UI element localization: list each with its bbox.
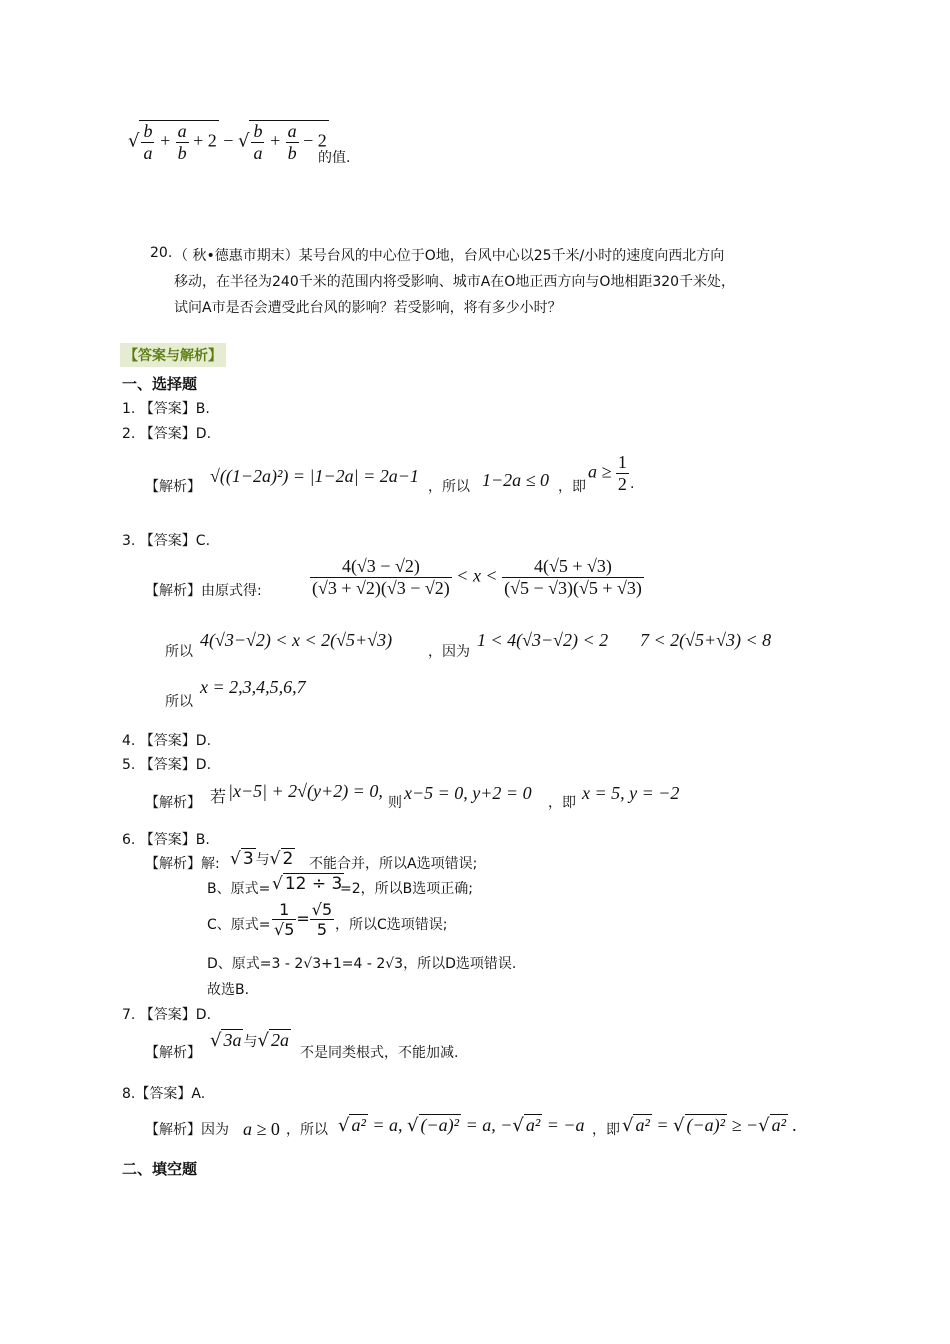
analysis-6-line-4: D、原式=3 - 2√3+1=4 - 2√3，所以D选项错误. — [207, 956, 517, 972]
analysis-6-line-3: ，所以C选项错误; — [335, 917, 448, 933]
analysis-6-line-2-radical: √ 12 ÷ 3 — [272, 874, 343, 894]
question-line-1: （ 秋•德惠市期末）某号台风的中心位于O地，台风中心以25千米/小时的速度向西北方向 — [174, 248, 725, 264]
analysis-5-label: 【解析】 — [145, 795, 201, 811]
analysis-8-label: 【解析】因为 — [145, 1122, 229, 1138]
answer-7: 7. 【答案】D. — [122, 1007, 212, 1023]
question-number: 20. — [150, 245, 173, 261]
top-expression: √ $\frac{b}{a}$ + $\frac{a}{b}$ + 2 − √ $\frac{b}{a}$ + $\frac{a}{b}$ − 2 — [128, 121, 327, 163]
answer-5: 5. 【答案】D. — [122, 757, 212, 773]
section-fill-heading: 二、填空题 — [122, 1160, 198, 1178]
analysis-3-bound-2: 7 < 2(√5+√3) < 8 — [640, 630, 772, 650]
analysis-5-if: 若 — [210, 787, 227, 806]
analysis-8-therefore: ，所以 — [286, 1122, 328, 1138]
analysis-5-namely: ，即 — [548, 795, 576, 811]
analysis-6-line-2: =2，所以B选项正确; — [340, 881, 473, 897]
question-line-2: 移动，在半径为240千米的范围内将受影响、城市A在O地正西方向与O地相距320千米处， — [174, 274, 736, 290]
analysis-3-values: x = 2,3,4,5,6,7 — [200, 677, 306, 697]
analysis-7-label: 【解析】 — [145, 1045, 201, 1061]
analysis-6-line-2-head: B、原式= — [207, 881, 271, 897]
analysis-6-line-3-fraction: $\frac{1}{√5}$ = $\frac{√5}{5}$ — [274, 900, 333, 939]
analysis-3-so-2: 所以 — [165, 694, 193, 710]
analysis-2-therefore: ，所以 — [428, 479, 470, 495]
answer-1: 1. 【答案】B. — [122, 401, 210, 417]
analysis-6-line-5: 故选B. — [207, 982, 250, 998]
analysis-6-label: 【解析】解: — [145, 856, 220, 872]
analysis-2-expression: √((1−2a)²) = |1−2a| = 2a−1 — [210, 466, 419, 486]
analysis-3-fraction-inequality: $\frac{4(√3 - √2)}{(√3 + √2)(√3 - √2)}$ < x < $\frac{4(√5 + √3)}{(√5 - √3)(√5 + √3)}$ — [312, 556, 642, 598]
analysis-8-namely: ，即 — [592, 1122, 620, 1138]
analysis-3-because: ，因为 — [428, 644, 470, 660]
top-expression-suffix: 的值. — [318, 150, 351, 166]
analysis-2-result: a ≥ $\frac{1}{2}$ — [588, 452, 627, 494]
analysis-2-label: 【解析】 — [145, 479, 201, 495]
analysis-8-expression-2: √ a² = √ (−a)² ≥ −√ a² . — [622, 1115, 797, 1136]
analysis-6-line-1: 不能合并，所以A选项错误; — [309, 856, 478, 872]
analysis-2-namely: ，即 — [558, 479, 586, 495]
analysis-8-expression-1: √ a² = a, √ (−a)² = a, −√ a² = −a — [338, 1115, 585, 1136]
analysis-2-end: . — [630, 476, 635, 492]
answer-analysis-badge: 【答案与解析】 — [120, 343, 226, 367]
analysis-6-radicals: √ 3 与√ 2 — [230, 849, 294, 869]
analysis-5-result: x = 5, y = −2 — [582, 783, 680, 803]
analysis-7-text: 不是同类根式，不能加减. — [300, 1045, 459, 1061]
analysis-5-condition: |x−5| + 2√(y+2) = 0, — [228, 781, 383, 801]
analysis-5-equations: x−5 = 0, y+2 = 0 — [404, 783, 532, 803]
analysis-3-bound-1: 1 < 4(√3−√2) < 2 — [477, 630, 609, 650]
section-choice-heading: 一、选择题 — [122, 375, 198, 393]
analysis-7-radicals: √ 3a 与√ 2a — [210, 1030, 289, 1051]
analysis-3-label: 【解析】由原式得: — [145, 583, 262, 599]
analysis-6-line-3-head: C、原式= — [207, 917, 271, 933]
answer-8: 8.【答案】A. — [122, 1086, 206, 1102]
answer-4: 4. 【答案】D. — [122, 733, 212, 749]
question-line-3: 试问A市是否会遭受此台风的影响？若受影响，将有多少小时？ — [174, 300, 562, 316]
analysis-3-so-1: 所以 — [165, 644, 193, 660]
analysis-3-range: 4(√3−√2) < x < 2(√5+√3) — [200, 630, 393, 650]
analysis-5-then: 则 — [388, 795, 402, 811]
answer-2: 2. 【答案】D. — [122, 426, 212, 442]
analysis-2-inequality: 1−2a ≤ 0 — [482, 470, 550, 490]
answer-6: 6. 【答案】B. — [122, 832, 210, 848]
answer-3: 3. 【答案】C. — [122, 533, 211, 549]
analysis-8-condition: a ≥ 0 — [243, 1119, 280, 1139]
